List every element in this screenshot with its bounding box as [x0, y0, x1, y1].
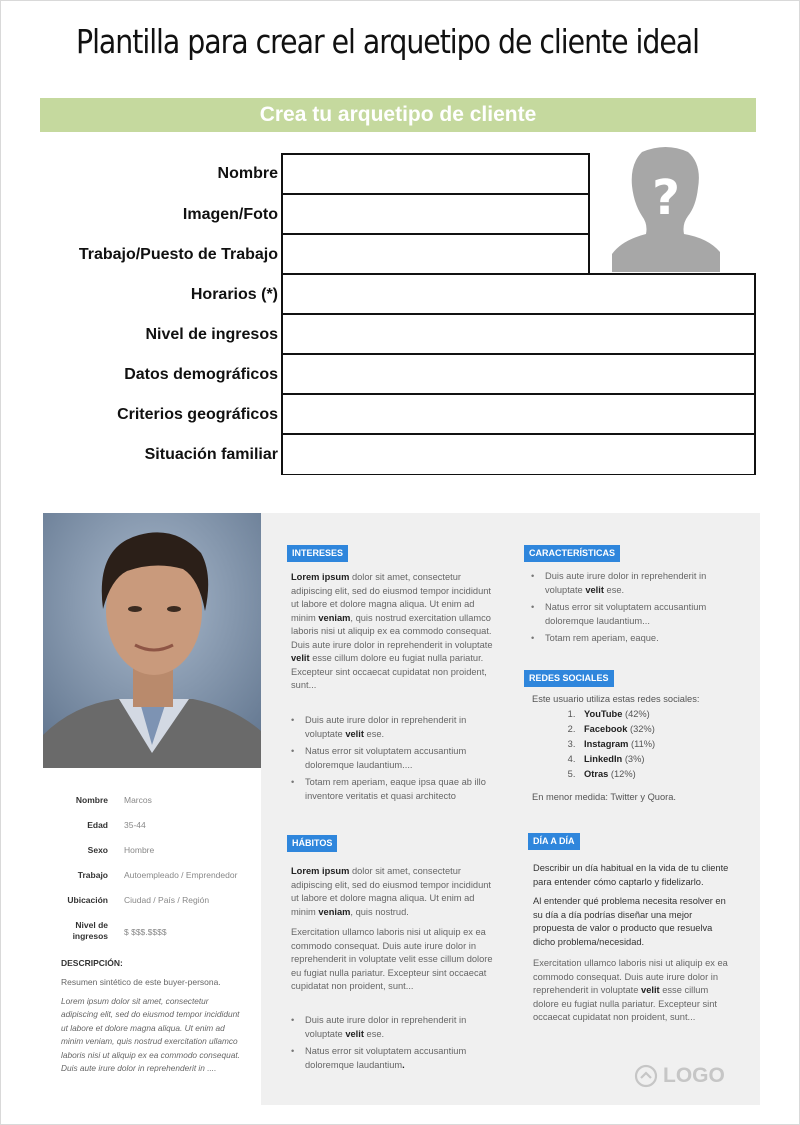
habitos-bullets	[291, 1014, 496, 1076]
profile-label: Ubicación	[67, 895, 108, 905]
dia-paragraph-3: Exercitation ullamco laboris nisi ut aliquip ex ea commodo consequat. Duis aute irure dolor in reprehenderit in voluptate velit esse cillum dolore eu fugiat nulla pariatur. Excepteur sint occaecat cupidatat non proident, sunt...	[533, 958, 728, 1022]
redes-intro: Este usuario utiliza estas redes sociales:	[532, 694, 700, 704]
intereses-tag: INTERESES	[287, 545, 348, 562]
field-horarios[interactable]	[281, 273, 756, 315]
profile-value: Autoempleado / Emprendedor	[124, 870, 238, 880]
field-ingresos[interactable]	[281, 313, 756, 355]
profile-value: Marcos	[124, 795, 152, 805]
list-item: 5. Otras (12%)	[578, 767, 699, 782]
caracteristicas-tag: CARACTERÍSTICAS	[524, 545, 620, 562]
profile-value: Ciudad / País / Región	[124, 895, 210, 905]
list-item: • Duis aute irure dolor in reprehenderit in voluptate velit ese.	[291, 1014, 496, 1041]
list-item: • Natus error sit voluptatem accusantium doloremque laudantium...	[531, 601, 729, 628]
list-item: • Duis aute irure dolor in reprehenderit in voluptate velit ese.	[291, 714, 496, 741]
field-label-nombre: Nombre	[217, 165, 278, 182]
field-demograficos[interactable]	[281, 353, 756, 395]
description-body: Lorem ipsum dolor sit amet, consectetur adipiscing elit, sed do eiusmod tempor incididunt ut labore et dolore magna aliqua. Ut enim ad minim veniam, quis nostrud exercitation ullamco laboris nisi ut aliquip ex ea commodo consequat. Duis aute irure dolor in reprehenderit in ....	[61, 996, 240, 1074]
description-heading: DESCRIPCIÓN:	[61, 958, 123, 968]
redes-minor: En menor medida: Twitter y Quora.	[532, 792, 676, 802]
field-label-ingresos: Nivel de ingresos	[145, 326, 278, 343]
dia-tag: DÍA A DÍA	[528, 833, 580, 850]
field-trabajo[interactable]	[281, 233, 590, 275]
list-item: • Totam rem aperiam, eaque.	[531, 632, 729, 646]
list-item: 2. Facebook (32%)	[578, 722, 699, 737]
profile-label: Edad	[87, 820, 108, 830]
field-label-familiar: Situación familiar	[144, 446, 278, 463]
field-label-imagen: Imagen/Foto	[182, 206, 278, 223]
avatar-placeholder-icon	[612, 142, 720, 272]
profile-photo	[43, 513, 261, 768]
field-label-geograficos: Criterios geográficos	[117, 406, 278, 423]
svg-text:?: ?	[652, 170, 680, 226]
profile-label: Sexo	[87, 845, 108, 855]
list-item: 3. Instagram (11%)	[578, 737, 699, 752]
logo	[634, 1064, 725, 1088]
profile-label: Nivel de ingresos	[72, 920, 108, 941]
caracteristicas-bullets	[531, 570, 729, 650]
profile-value: $ $$$.$$$$	[124, 927, 167, 937]
description-summary: Resumen sintético de este buyer-persona.	[61, 977, 221, 987]
field-imagen[interactable]	[281, 193, 590, 235]
intereses-paragraph: Lorem ipsum dolor sit amet, consectetur adipiscing elit, sed do eiusmod tempor incididunt ut labore et dolore magna aliqua. Ut enim ad minim veniam, quis nostrud exercitation ullamco laboris nisi ut aliquip ex ea commodo consequat. Duis aute irure dolor in reprehenderit in voluptate velit esse cillum dolore eu fugiat nulla pariatur. Excepteur sint occaecat cupidatat non proident, sunt...	[291, 572, 493, 690]
habitos-paragraph: Lorem ipsum dolor sit amet, consectetur adipiscing elit, sed do eiusmod tempor incididunt ut labore et dolore magna aliqua. Ut enim ad minim veniam, quis nostrud.	[291, 866, 491, 917]
list-item: • Totam rem aperiam, eaque ipsa quae ab illo inventore veritatis et quasi architecto	[291, 776, 496, 803]
page-title: Plantilla para crear el arquetipo de cliente ideal	[76, 22, 700, 61]
chevron-up-circle-icon	[634, 1064, 658, 1088]
profile-label: Nombre	[75, 795, 108, 805]
intereses-bullets	[291, 714, 496, 807]
list-item: • Natus error sit voluptatem accusantium doloremque laudantium....	[291, 745, 496, 772]
logo-text: LOGO	[663, 1064, 725, 1087]
list-item: 4. LinkedIn (3%)	[578, 752, 699, 767]
redes-tag: REDES SOCIALES	[524, 670, 614, 687]
dia-paragraph-1: Describir un día habitual en la vida de tu cliente para entender cómo captarlo y fidelizarlo.	[533, 863, 729, 887]
habitos-paragraph-2: Exercitation ullamco laboris nisi ut aliquip ex ea commodo consequat. Duis aute irure dolor in reprehenderit in voluptate velit esse cillum dolore eu fugiat nulla pariatur. Excepteur sint occaecat cupidatat non proident, sunt...	[291, 927, 493, 991]
field-label-demograficos: Datos demográficos	[124, 366, 278, 383]
field-label-trabajo: Trabajo/Puesto de Trabajo	[78, 246, 278, 263]
list-item: • Duis aute irure dolor in reprehenderit in voluptate velit ese.	[531, 570, 729, 597]
habitos-tag: HÁBITOS	[287, 835, 337, 852]
profile-value: Hombre	[124, 845, 155, 855]
field-geograficos[interactable]	[281, 393, 756, 435]
dia-paragraph-2: Al entender qué problema necesita resolver en su día a día podrías diseñar una mejor propuesta de valor o producto que resuelva dicho problema/necesidad.	[533, 896, 726, 947]
field-familiar[interactable]	[281, 433, 756, 475]
profile-label: Trabajo	[77, 870, 108, 880]
field-nombre[interactable]	[281, 153, 590, 195]
profile-value: 35-44	[124, 820, 146, 830]
section-banner: Crea tu arquetipo de cliente	[40, 98, 756, 132]
list-item: • Natus error sit voluptatem accusantium doloremque laudantium.	[291, 1045, 496, 1072]
list-item: 1. YouTube (42%)	[578, 707, 699, 722]
redes-sociales	[532, 692, 699, 805]
field-label-horarios: Horarios (*)	[190, 286, 278, 303]
